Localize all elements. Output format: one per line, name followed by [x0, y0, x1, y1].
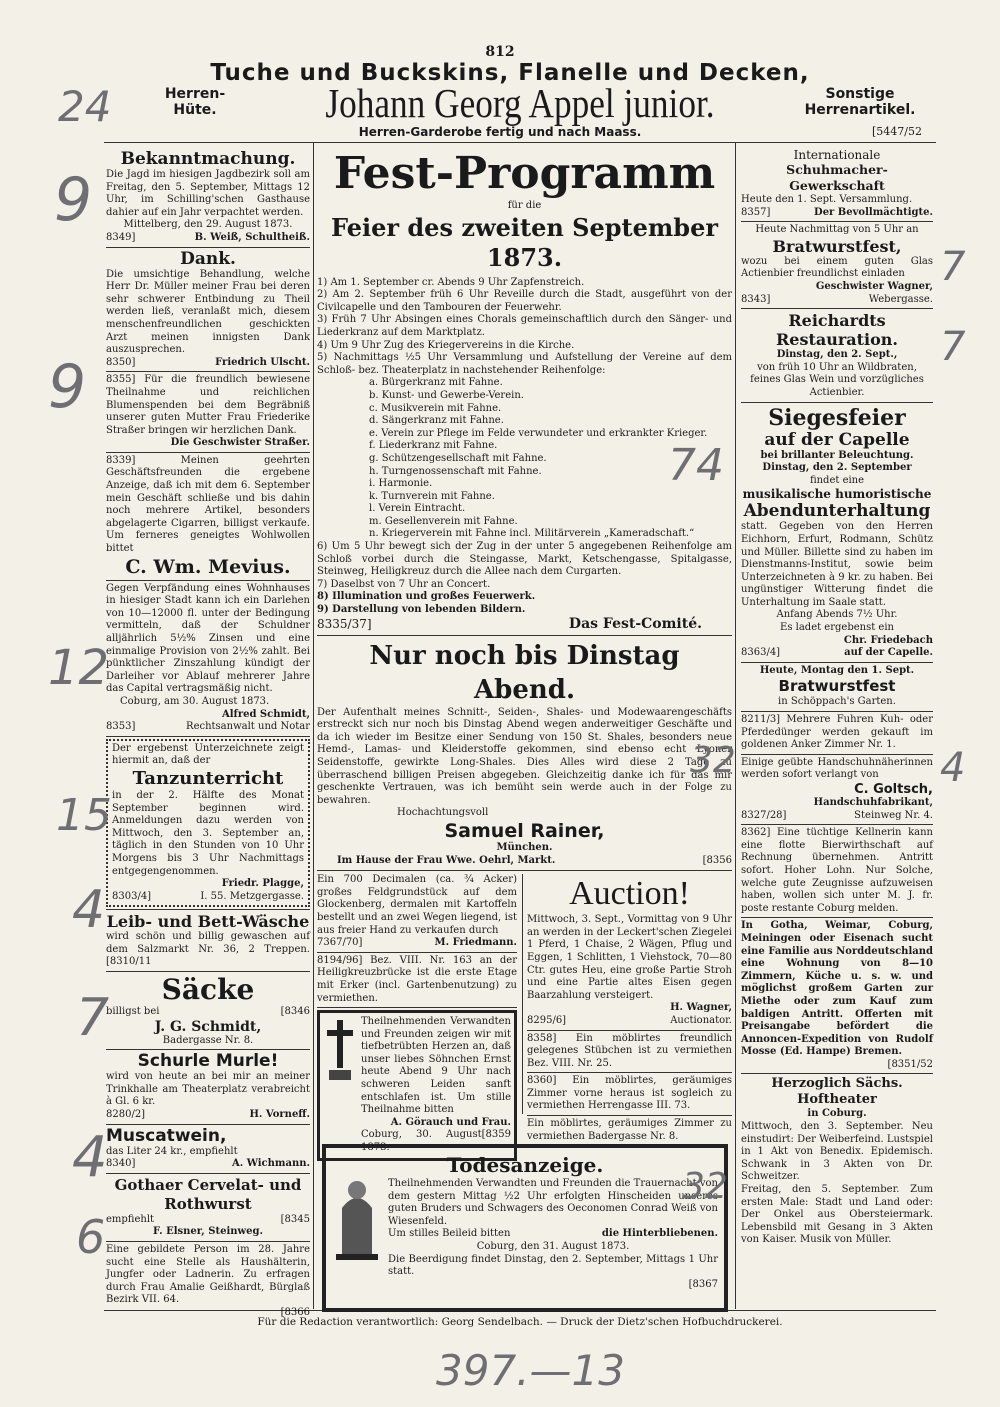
ad-stelle-body: Eine gebildete Person im 28. Jahre sucht eine Stelle als Haushälterin, Jungfer oder Ladnerin. Zu erfragen durch Frau Amalie Geißhardt, Bürglaß Bezirk VII. 64. [106, 1244, 310, 1306]
handwritten-note: 24 [58, 82, 112, 131]
ad-cervelat-ref: [8345 [280, 1213, 310, 1225]
rule [106, 247, 310, 248]
rule [106, 452, 310, 453]
ad-mevius-sig: C. Wm. Mevius. [125, 555, 291, 578]
ad-muscat-sig: A. Wichmann. [231, 1158, 310, 1170]
fest-subtitle: Feier des zweiten September 1873. [331, 212, 718, 272]
ad-theater-title: Herzoglich Sächs. Hoftheater [771, 1076, 903, 1108]
handwritten-note: 15 [56, 790, 112, 841]
ad-saecke-name: J. G. Schmidt, [154, 1018, 262, 1035]
fest-item: 6) Um 5 Uhr bewegt sich der Zug in der unter 5 angegebenen Reihenfolge am Schloß vorbei durch die Steingasse, Markt, Ketschengasse, Spitalgasse, Steinweg, Heiligkreuz durch die Allee nach dem Curgarten. [317, 541, 732, 578]
ad-trauer-sig: A. Görauch und Frau. [390, 1116, 511, 1128]
ad-tanz-body: in der 2. Hälfte des Monat September beginnen wird. Anmeldungen dazu werden von Mittwoch, den 3. September an, täglich in den Stunden von 10 Uhr Morgens bis 3 Uhr Nachmittags entgegengenommen. [112, 789, 304, 877]
ad-strasser-sig: Die Geschwister Straßer. [170, 437, 310, 449]
ad-sieges-addr: auf der Capelle. [844, 647, 933, 659]
ad-naeh-body: Einige geübte Handschuhnäherinnen werden sofort verlangt von [741, 756, 933, 781]
ad-cervelat [106, 1176, 310, 1239]
ad-jagd-ref: 8349] [106, 231, 136, 243]
ad-mevius [106, 455, 310, 578]
handwritten-note: 9 [48, 352, 87, 422]
rule [741, 1073, 933, 1074]
fest-item: 1) Am 1. September cr. Abends 9 Uhr Zapfenstreich. [317, 276, 585, 288]
ad-feld [317, 874, 517, 950]
fest-title: Fest-Programm [333, 148, 716, 199]
ad-tanz-ref: 8303/4] [112, 890, 152, 902]
ad-schuhmacher [741, 148, 933, 219]
footer-imprint: Für die Redaction verantwortlich: Georg Sendelbach. — Druck der Dietz'schen Hofbuchdruckerei. [257, 1316, 783, 1328]
ad-waesche [106, 912, 310, 969]
ad-trauer-body: Theilnehmenden Verwandten und Freunden zeigen wir mit tiefbetrübten Herzen an, daß unser liebes Söhnchen Ernst heute Abend 9 Uhr nach schweren Leiden sanft entschlafen ist. Um stille Theilnahme bitten [361, 1016, 511, 1116]
ad-sieges-title2: auf der Capelle [764, 429, 910, 450]
rule [106, 909, 310, 910]
ad-tanz-title: Tanzunterricht [132, 767, 284, 789]
ad-sieges-invite: Es ladet ergebenst ein [780, 622, 894, 634]
fest-item: 9) Darstellung von lebenden Bildern. [317, 604, 526, 616]
column-rule-2 [735, 143, 736, 1309]
fest-sub-item: c. Musikverein mit Fahne. [369, 402, 502, 414]
rule [106, 1049, 310, 1050]
ad-tanz-intro: Der ergebenst Unterzeichnete zeigt hiermit an, daß der [112, 742, 304, 767]
fest-item: 4) Um 9 Uhr Zug des Kriegervereins in die Kirche. [317, 339, 575, 351]
fest-sig: Das Fest-Comité. [568, 615, 702, 632]
fest-sub-item: b. Kunst- und Gewerbe-Verein. [369, 389, 524, 401]
fest-items [317, 277, 732, 378]
ad-reichardt-date: Dinstag, den 2. Sept., [776, 349, 898, 361]
ad-schuh-ref: 8357] [741, 206, 771, 218]
ad-sieges-start: Anfang Abends 7½ Uhr. [776, 609, 898, 621]
banner-left [150, 86, 240, 118]
handwritten-note: 4 [72, 1125, 108, 1190]
ad-bratwurst-1 [741, 224, 933, 306]
ad-rainer-name: Samuel Rainer, [444, 819, 605, 842]
rule [527, 1115, 732, 1116]
handwritten-note: 12 [48, 640, 110, 696]
ad-schurle-title: Schurle Murle! [137, 1051, 279, 1072]
ad-jagd-title: Bekanntmachung. [120, 149, 296, 169]
handwritten-note: 7 [940, 324, 966, 370]
ad-rainer-addr: Im Hause der Frau Wwe. Oehrl, Markt. [337, 854, 556, 866]
ad-wohnung-ref: [8351/52 [887, 1058, 933, 1070]
ad-bratwurst1-body: wozu bei einem guten Glas Actienbier freundlichst einladen [741, 255, 933, 280]
banner-name: Johann Georg Appel junior. [325, 80, 715, 126]
fest-items-2 [317, 541, 732, 617]
banner-ref: [5447/52 [872, 125, 922, 138]
ad-rainer-body: Der Aufenthalt meines Schnitt-, Seiden-, Shales- und Modewaarengeschäfts erstreckt sich nur noch bis Dinstag Abend wegen anderweitiger Geschäfte und da ich wieder im Besitze einer Sendung von 150 St. Shales, besonders neue Hemd-, Lamas- und Kleiderstoffe gekommen, sind ebenso echt Lyoner Seidenstoffe, gewirkte Long-Shales. Dies Alles wird diese 2 Tage zu überraschend billigen Preisen abgegeben. Gleichzeitig danke ich für das mir geschenkte Vertrauen, was ich bemüht sein werde auch in der Folge zu bewahren. [317, 706, 732, 806]
ad-darlehen-place: Coburg, am 30. August 1873. [120, 695, 270, 707]
ad-auction-title: Auction! [569, 875, 690, 913]
ad-schuh-title2: Schuhmacher-Gewerkschaft [786, 162, 888, 193]
ad-naeherinnen [741, 757, 933, 822]
ad-jagd-place: Mittelberg, den 29. August 1873. [123, 219, 293, 231]
ad-bratwurst1-sig: Geschwister Wagner, [815, 280, 933, 292]
lower-middle [317, 874, 732, 1160]
ad-muscat-line: das Liter 24 kr., empfiehlt [106, 1145, 238, 1157]
ad-auction-sig: H. Wagner, [670, 1002, 732, 1014]
lower-middle-right [527, 874, 732, 1160]
ad-todesanzeige [322, 1144, 728, 1312]
column-1 [106, 150, 310, 1320]
ad-etage: 8194/96] Bez. VIII. Nr. 163 an der Heiligkreuzbrücke ist die erste Etage mit Erker (incl. Gartenbenutzung) zu vermiethen. [317, 954, 517, 1004]
ad-schuh-title1: Internationale [793, 148, 881, 162]
ad-jagd-body: Die Jagd im hiesigen Jagdbezirk soll am Freitag, den 5. September, Mittags 12 Uhr, im Schilling'schen Gasthause dahier auf ein Jahr verpachtet werden. [106, 169, 310, 218]
fest-fuer: für die [507, 200, 542, 211]
banner-left-2: Hüte. [173, 102, 217, 118]
ad-muscatwein [106, 1127, 310, 1171]
ad-saecke-title: Säcke [161, 973, 255, 1007]
rule [317, 635, 732, 636]
ad-trauer [317, 1010, 517, 1161]
ad-sieges-ref: 8363/4] [741, 647, 781, 659]
rule [741, 662, 933, 663]
ad-darlehen [106, 583, 310, 734]
tombstone-icon [332, 1178, 382, 1262]
ad-schuh-body: Heute den 1. Sept. Versammlung. [741, 194, 913, 205]
rule [741, 221, 933, 222]
fest-sub-item: m. Gesellenverein mit Fahne. [369, 515, 518, 527]
ad-bratwurst2-addr: in Schöppach's Garten. [778, 696, 896, 708]
ad-feld-body: Ein 700 Decimalen (ca. ¾ Acker) großes Feldgrundstück auf dem Glockenberg, dermalen mit Kartoffeln bestellt und an zwei Wegen liegend, ist aus freier Hand zu verkaufen durch [317, 874, 517, 936]
ad-muscat-ref: 8340] [106, 1158, 136, 1170]
banner-right-1: Sonstige [825, 86, 895, 102]
rule [527, 1072, 732, 1073]
ad-sieges-sig: Chr. Friedebach [843, 634, 933, 646]
ad-zimmer-3: Ein möblirtes, geräumiges Zimmer zu vermiethen Badergasse Nr. 8. [527, 1118, 732, 1142]
ad-bratwurst1-title: Bratwurstfest, [772, 236, 902, 256]
ad-sieges-title1: Siegesfeier [768, 404, 906, 431]
fest-sub-item: i. Harmonie. [369, 478, 433, 490]
ad-theater-body2: Freitag, den 5. September. Zum ersten Male: Stadt und Land oder: Der Onkel aus Obersteiermark. Lebensbild mit Gesang in 3 Akten von Kaiser. Musik von Müller. [741, 1184, 933, 1246]
ad-siegesfeier [741, 405, 933, 660]
rule [106, 1241, 310, 1242]
ad-schuh-sig: Der Bevollmächtigte. [814, 206, 933, 218]
ad-dank-body: Die umsichtige Behandlung, welche Herr Dr. Müller meiner Frau bei deren sehr schwerer Entbindung zu Theil werden ließ, veranlaßt mich, diesem menschenfreundlichen geschickten Arzt meinen innigsten Dank auszusprechen. [106, 268, 310, 356]
ad-wohnung [741, 920, 933, 1071]
ad-dank-title: Dank. [180, 248, 236, 269]
fest-sub-item: k. Turnverein mit Fahne. [369, 490, 495, 502]
ad-feld-sig: M. Friedmann. [434, 937, 517, 949]
fest-sub-item: n. Kriegerverein mit Fahne incl. Militärverein „Kameradschaft.“ [369, 528, 695, 540]
rule [106, 1173, 310, 1174]
banner-right [790, 86, 930, 118]
ad-waesche-body: wird schön und billig gewaschen auf dem Salzmarkt Nr. 36, 2 Treppen. [8310/11 [106, 931, 310, 968]
ad-auction-role: Auctionator. [670, 1014, 732, 1026]
handwritten-note: 32 [690, 740, 736, 781]
ad-reichardt [741, 311, 933, 399]
ad-todes-burial: Die Beerdigung findet Dinstag, den 2. September, Mittags 1 Uhr statt. [388, 1253, 718, 1278]
handwritten-note: 7 [76, 988, 110, 1048]
rule [317, 870, 732, 871]
column-rule-1 [313, 143, 314, 1309]
ad-rainer [317, 639, 732, 868]
ad-jagd [106, 150, 310, 245]
ad-saecke-line: billigst bei [106, 1006, 160, 1018]
ad-tanz-addr: I. 55. Metzgergasse. [200, 890, 304, 902]
ad-auction-ref: 8295/6] [527, 1014, 567, 1026]
ad-bratwurst1-line: Heute Nachmittag von 5 Uhr an [755, 224, 919, 236]
ad-hoftheater [741, 1076, 933, 1247]
ad-cervelat-title2: Rothwurst [164, 1194, 252, 1213]
ad-sieges-line1: bei brillanter Beleuchtung. [760, 449, 914, 461]
ad-tanz-sig: Friedr. Plagge, [221, 878, 304, 890]
ad-strasser-body: 8355] Für die freundlich bewiesene Theilnahme und reichlichen Blumenspenden bei dem Begräbniß unserer guten Mutter Frau Friederike Straßer bringen wir herzlichen Dank. [106, 374, 310, 436]
ad-sieges-title3: musikalische humoristische [742, 487, 932, 502]
fest-item: 2) Am 2. September früh 6 Uhr Reveille durch die Stadt, ausgeführt von der Civilcapelle und den Tambouren der Feuerwehr. [317, 289, 732, 313]
ad-darlehen-role: Rechtsanwalt und Notar [186, 721, 310, 733]
column-3 [741, 148, 933, 1247]
rule [741, 402, 933, 403]
ad-saecke-ref: [8346 [280, 1006, 310, 1018]
lower-middle-left [317, 874, 517, 1160]
ad-feld-ref: 7367/70] [317, 937, 363, 949]
ad-sieges-date: Dinstag, den 2. September [762, 462, 912, 474]
handwritten-note: 4 [940, 745, 966, 791]
rule [527, 1030, 732, 1031]
cross-icon [323, 1016, 357, 1086]
ad-muscat-title: Muscatwein, [106, 1125, 227, 1146]
ad-saecke [106, 974, 310, 1047]
ad-sieges-title4: Abendunterhaltung [743, 501, 931, 522]
ad-darlehen-body: Gegen Verpfändung eines Wohnhauses in hiesiger Stadt kann ich ein Darlehen von 10—12000 fl. unter der Bedingung vermitteln, daß der Schuldner alljährlich 5½% Zinsen und eine einmalige Provision von 2½% zahlt. Bei pünktlicher Zinszahlung kündigt der Darleiher vor Ablauf mehrerer Jahre das Capital vertragsmäßig nicht. [106, 582, 310, 695]
ad-naeh-addr: Steinweg Nr. 4. [854, 809, 933, 821]
fest-sub-item: d. Sängerkranz mit Fahne. [369, 415, 504, 427]
fest-sub-item: h. Turngenossenschaft mit Fahne. [369, 465, 542, 477]
ad-darlehen-ref: 8353] [106, 721, 136, 733]
fest-sub-item: f. Liederkranz mit Fahne. [369, 440, 498, 452]
handwritten-note: 74 [668, 440, 724, 491]
ad-todes-ref: [8367 [688, 1278, 718, 1290]
ad-naeh-role: Handschuhfabrikant, [813, 797, 933, 808]
ad-stelle [106, 1244, 310, 1320]
ad-rainer-title: Nur noch bis Dinstag Abend. [369, 640, 680, 705]
ad-todes-sig: die Hinterbliebenen. [601, 1228, 718, 1240]
handwritten-note: 397.—13 [436, 1346, 625, 1395]
ad-naeh-ref: 8327/28] [741, 809, 787, 821]
ad-trauer-place: Coburg, 30. August 1873. [361, 1129, 482, 1154]
ad-kellnerin: 8362] Eine tüchtige Kellnerin kann eine flotte Bierwirthschaft auf Rechnung übernehmen. Antritt sofort. Hoher Lohn. Nur Solche, welche gute Zeugnisse aufzuweisen haben, wollen sich unter M. J. fr. poste restante Coburg melden. [741, 827, 933, 914]
ad-dank [106, 250, 310, 370]
rule [741, 711, 933, 712]
banner-line1: Tuche und Buckskins, Flanelle und Decken, [210, 60, 810, 86]
ad-reichardt-body: von früh 10 Uhr an Wildbraten, feines Glas Wein und vorzügliches Actienbier. [750, 361, 924, 398]
rule [741, 754, 933, 755]
column-rule-inner [522, 874, 523, 1114]
ad-dank-ref: 8350] [106, 356, 136, 368]
ad-schurle-sig: H. Vorneff. [249, 1109, 310, 1121]
ad-cervelat-line: empfiehlt [106, 1213, 155, 1225]
fest-programm [317, 148, 732, 632]
ad-zimmer-1: 8358] Ein möblirtes freundlich gelegenes Stübchen ist zu vermiethen Bez. VIII. Nr. 25. [527, 1032, 732, 1069]
page-number: 812 [485, 44, 515, 60]
ad-todes-body: Theilnehmenden Verwandten und Freunden die Trauernacht von dem gestern Mittag ½2 Uhr erfolgten Hinscheiden unseres guten Bruders und Schwagers des Oeconomen Conrad Weiß von Wiesenfeld. [388, 1178, 718, 1227]
ad-jagd-sig: B. Weiß, Schultheiß. [194, 231, 310, 243]
ad-cervelat-title1: Gothaer Cervelat- und [114, 1175, 302, 1194]
fest-sub-item: a. Bürgerkranz mit Fahne. [369, 377, 503, 389]
rule [741, 824, 933, 825]
ad-darlehen-sig: Alfred Schmidt, [221, 708, 310, 720]
ad-naeh-sig: C. Goltsch, [854, 782, 933, 797]
banner-right-2: Herrenartikel. [804, 102, 916, 118]
rule [317, 952, 517, 953]
ad-bratwurst1-ref: 8343] [741, 293, 771, 305]
fest-item: 8) Illumination und großes Feuerwerk. [317, 591, 536, 603]
ad-sieges-body: statt. Gegeben von den Herren Eichhorn, Erfurt, Rodmann, Schütz und Müller. Billette sind zu haben im Dienstmanns-Institut, sowie beim Unterzeichneten à 9 kr. zu haben. Bei ungünstiger Witterung findet die Unterhaltung im Saale statt. [741, 521, 933, 608]
rule [317, 1007, 517, 1008]
ad-auction [527, 874, 732, 1027]
handwritten-note: 4 [72, 880, 106, 940]
rule [106, 1124, 310, 1125]
ad-schurle-ref: 8280/2] [106, 1109, 146, 1121]
ad-bratwurst2-line: Heute, Montag den 1. Sept. [759, 664, 915, 676]
handwritten-note: 6 [76, 1210, 106, 1264]
rule [741, 917, 933, 918]
ad-todes-line: Um stilles Beileid bitten [388, 1228, 511, 1240]
rule-top [104, 142, 936, 143]
ad-wohnung-body: In Gotha, Weimar, Coburg, Meiningen oder Eisenach sucht eine Familie aus Norddeutschland eine Wohnung von 8—10 Zimmern, Küche u. s. w. und möglichst großem Garten zur Miethe oder zum Kauf zum baldigen Antritt. Offerten mit Preisangabe befördert die Annoncen-Expedition von Rudolf Mosse (Ed. Hampe) Bremen. [741, 920, 933, 1058]
ad-cervelat-sig: F. Elsner, Steinweg. [153, 1226, 263, 1238]
fest-item: 7) Daselbst von 7 Uhr an Concert. [317, 578, 491, 590]
ad-tanzunterricht [106, 739, 310, 908]
fest-ref: 8335/37] [317, 616, 372, 631]
banner-sub: Herren-Garderobe fertig und nach Maass. [358, 125, 642, 139]
ad-theater-city: in Coburg. [807, 1108, 867, 1120]
fest-item: 3) Früh 7 Uhr Absingen eines Chorals gemeinschaftlich durch den Sänger- und Liederkranz auf dem Marktplatz. [317, 314, 732, 338]
fest-sub-item: e. Verein zur Pflege im Felde verwundeter und erkrankter Krieger. [369, 427, 708, 439]
ad-strasser [106, 374, 310, 450]
handwritten-note: 32 [682, 1166, 728, 1207]
ad-trauer-ref: [8359 [481, 1129, 511, 1141]
ad-rainer-greet: Hochachtungsvoll [397, 807, 489, 819]
banner-left-1: Herren- [164, 86, 226, 102]
ad-stelle-ref: [8366 [280, 1306, 310, 1318]
handwritten-note: 7 [940, 244, 966, 290]
rule [106, 371, 310, 372]
fest-item: 5) Nachmittags ½5 Uhr Versammlung und Aufstellung der Vereine auf dem Schloß- bez. Theaterplatz in nachstehender Reihenfolge: [317, 352, 732, 376]
ad-saecke-addr: Badergasse Nr. 8. [162, 1034, 254, 1046]
ad-waesche-title: Leib- und Bett-Wäsche [106, 912, 310, 932]
ad-bratwurst-2 [741, 665, 933, 709]
ad-rainer-city: München. [496, 841, 553, 853]
fest-sub-item: g. Schützengesellschaft mit Fahne. [369, 452, 547, 464]
ad-todes-place: Coburg, den 31. August 1873. [476, 1240, 630, 1252]
ad-zimmer-2: 8360] Ein möblirtes, geräumiges Zimmer vorne heraus ist sogleich zu vermiethen Herrengasse III. 73. [527, 1075, 732, 1112]
ad-sieges-line2: findet eine [809, 474, 865, 486]
ad-bratwurst2-title: Bratwurstfest [778, 677, 896, 696]
ad-rainer-ref: [8356 [702, 854, 732, 866]
ad-schurle [106, 1052, 310, 1121]
ad-auction-body: Mittwoch, 3. Sept., Vormittag von 9 Uhr an werden in der Leckert'schen Ziegelei 1 Pferd, 1 Chaise, 2 Wägen, Pflug und Eggen, 1 Schlitten, 1 Viehstock, 70—80 Ctr. gutes Heu, eine große Partie Stroh und eine Partie altes Eisen gegen Baarzahlung versteigert. [527, 914, 732, 1001]
column-2 [317, 148, 732, 1161]
ad-mevius-body: 8339] Meinen geehrten Geschäftsfreunden die ergebene Anzeige, daß ich mit dem 6. September mein Geschäft schließe und bis dahin noch mehrere Artikel, besonders abgelagerte Cigarren, billigst verkaufe. Um ferneres geneigtes Wohlwollen bittet [106, 454, 310, 555]
rule [741, 308, 933, 309]
ad-bratwurst1-addr: Webergasse. [868, 293, 933, 305]
ad-kuh: 8211/3] Mehrere Fuhren Kuh- oder Pferdedünger werden gekauft im goldenen Anker Zimmer Nr. 1. [741, 714, 933, 751]
ad-schurle-body: wird von heute an bei mir an meiner Trinkhalle am Theaterplatz verabreicht à Gl. 6 kr. [106, 1071, 310, 1108]
fest-sub-item: l. Verein Eintracht. [369, 503, 466, 515]
ad-reichardt-title: Reichardts Restauration. [775, 311, 898, 350]
rule [106, 736, 310, 737]
rule [106, 971, 310, 972]
ad-theater-body1: Mittwoch, den 3. September. Neu einstudirt: Der Weiberfeind. Lustspiel in 1 Akt von Benedix. Epidemisch. Schwank in 3 Akten von Dr. Schweitzer. [741, 1121, 933, 1183]
rule [106, 580, 310, 581]
ad-todes-title: Todesanzeige. [446, 1153, 604, 1177]
ad-dank-sig: Friedrich Ulscht. [215, 356, 310, 368]
handwritten-note: 9 [54, 165, 93, 235]
